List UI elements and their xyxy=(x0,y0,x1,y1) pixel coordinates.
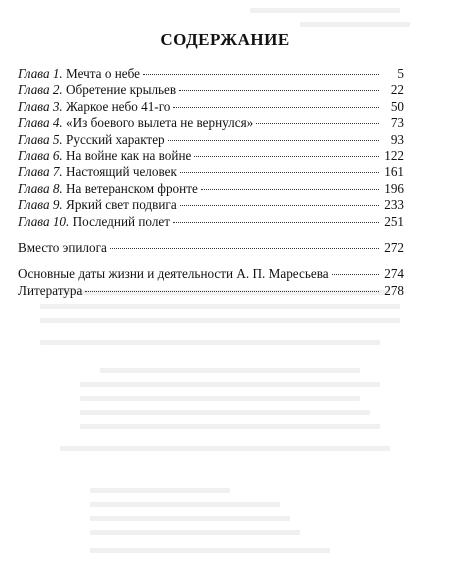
chapter-title: Мечта о небе xyxy=(66,66,141,81)
toc-row-chapter-8[interactable] xyxy=(18,181,404,197)
page-number: 22 xyxy=(390,82,404,98)
chapter-number: Глава 3. xyxy=(18,98,63,114)
chapter-number: Глава 8. xyxy=(18,180,63,196)
chapter-title: Яркий свет подвига xyxy=(66,197,177,213)
toc-row-chapter-9[interactable] xyxy=(18,197,404,213)
page-number: 5 xyxy=(397,66,404,81)
page-number: 161 xyxy=(384,164,404,180)
chapter-title: Жаркое небо 41-го xyxy=(66,98,171,114)
chapter-title: На ветеранском фронте xyxy=(66,180,198,196)
chapter-number: Глава 7. xyxy=(18,164,63,180)
chapter-title: Последний полет xyxy=(72,213,171,229)
dot-leader xyxy=(85,291,379,292)
toc-row-chapter-2[interactable] xyxy=(18,82,404,98)
toc-row-chapter-5[interactable] xyxy=(18,132,404,148)
page-number: 73 xyxy=(390,115,404,131)
dot-leader xyxy=(194,156,379,157)
spacer xyxy=(18,256,404,266)
page-number: 50 xyxy=(390,98,404,114)
dot-leader xyxy=(180,172,379,173)
dot-leader xyxy=(256,123,379,124)
dot-leader xyxy=(173,222,379,223)
chapter-number: Глава 10. xyxy=(18,213,70,229)
toc-row-chapter-7[interactable] xyxy=(18,164,404,180)
toc-row-literature[interactable] xyxy=(18,283,404,299)
epilogue-title: Вместо эпилога xyxy=(18,239,107,255)
dot-leader xyxy=(332,274,379,275)
page-number: 251 xyxy=(384,213,404,229)
chapter-number: Глава 6. xyxy=(18,147,63,163)
chapter-number: Глава 9. xyxy=(18,197,63,213)
dot-leader xyxy=(180,205,379,206)
page-title: СОДЕРЖАНИЕ xyxy=(160,30,290,49)
page-number: 233 xyxy=(384,197,404,213)
page-number: 278 xyxy=(384,282,404,298)
page-number: 196 xyxy=(384,180,404,196)
chapter-title: Обретение крыльев xyxy=(66,82,177,98)
toc-row-chapter-4[interactable] xyxy=(18,115,404,131)
page-number: 274 xyxy=(384,266,404,282)
page-number: 272 xyxy=(384,239,404,255)
toc-row-chapter-10[interactable] xyxy=(18,214,404,230)
toc-row-chapter-6[interactable] xyxy=(18,148,404,164)
dot-leader xyxy=(173,107,379,108)
chapter-number: Глава 2. xyxy=(18,82,63,98)
page-number: 122 xyxy=(384,147,404,163)
chapter-title: Русский характер xyxy=(66,131,165,147)
dot-leader xyxy=(168,140,379,141)
chapter-title: Настоящий человек xyxy=(66,164,177,180)
chapter-number: Глава 1. xyxy=(18,66,63,81)
toc-row-dates[interactable] xyxy=(18,266,404,282)
chapter-title: «Из боевого вылета не вернулся» xyxy=(66,115,254,131)
dot-leader xyxy=(110,248,379,249)
toc-row-epilogue[interactable] xyxy=(18,240,404,256)
chapter-number: Глава 5. xyxy=(18,131,63,147)
spacer xyxy=(18,230,404,240)
dates-title: Основные даты жизни и деятельности А. П. Маресьева xyxy=(18,266,329,282)
chapter-number: Глава 4. xyxy=(18,115,63,131)
dot-leader xyxy=(143,74,379,75)
page-number: 93 xyxy=(390,131,404,147)
dot-leader xyxy=(179,90,379,91)
toc-row-chapter-3[interactable] xyxy=(18,99,404,115)
dot-leader xyxy=(201,189,379,190)
toc-row-chapter-1[interactable] xyxy=(18,66,404,82)
literature-title: Литература xyxy=(18,282,83,298)
table-of-contents xyxy=(18,66,404,299)
chapter-title: На войне как на войне xyxy=(66,147,192,163)
